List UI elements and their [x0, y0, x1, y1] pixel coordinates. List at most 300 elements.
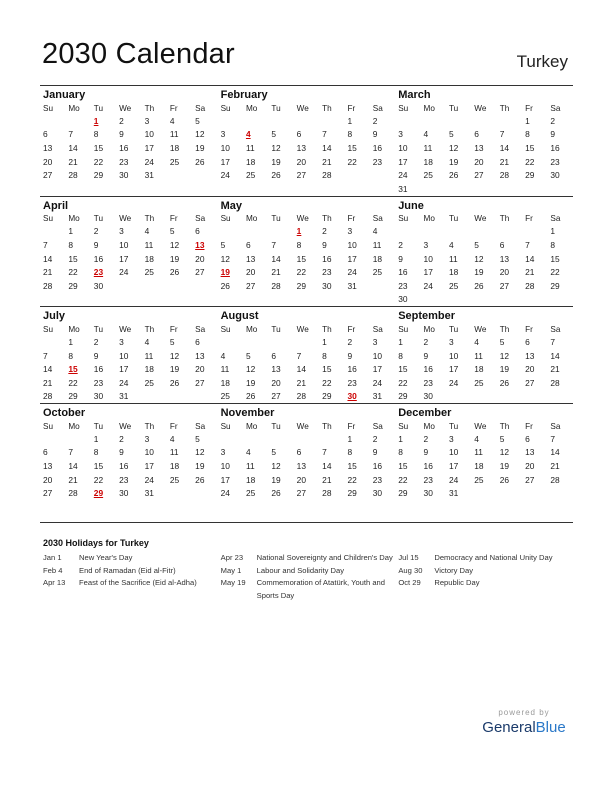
day-cell: 24 [144, 156, 154, 167]
day-cell: 28 [43, 391, 53, 402]
weekday-header: We [296, 324, 309, 334]
week-row [395, 293, 573, 307]
month-row [40, 196, 573, 307]
day-cell: 8 [93, 447, 99, 458]
day-cell: 14 [68, 142, 78, 153]
day-cell: 16 [93, 364, 104, 375]
day-cell: 18 [169, 142, 180, 153]
day-cell: 26 [499, 377, 510, 388]
day-cell: 18 [245, 474, 256, 485]
day-cell: 17 [423, 267, 433, 278]
month-june [395, 197, 573, 307]
day-cell: 20 [43, 474, 53, 485]
day-cell: 27 [195, 377, 205, 388]
empty-day-cell [40, 432, 65, 446]
day-cell: 26 [245, 391, 256, 402]
holiday-name: Labour and Solidarity Day [256, 565, 345, 575]
month-february [218, 86, 396, 196]
day-cell: 23 [322, 267, 332, 278]
day-cell: 18 [144, 253, 154, 264]
day-cell: 25 [245, 488, 256, 499]
day-cell: 12 [169, 239, 180, 250]
day-cell: 24 [220, 170, 230, 181]
day-cell: 1 [68, 226, 74, 237]
weekday-header: Sa [195, 421, 206, 431]
holiday-day-cell: 1 [93, 115, 99, 126]
holiday-date: Jan 1 [43, 553, 62, 562]
day-cell: 14 [296, 364, 306, 375]
day-cell: 24 [398, 170, 408, 181]
week-row [218, 390, 396, 404]
day-cell: 10 [398, 142, 408, 153]
holiday-day-cell: 19 [220, 267, 230, 278]
week-row [395, 279, 573, 293]
day-cell: 23 [119, 474, 129, 485]
day-cell: 2 [550, 115, 556, 126]
day-cell: 5 [195, 433, 200, 444]
day-cell: 25 [144, 377, 154, 388]
day-cell: 27 [43, 488, 53, 499]
weekday-header: We [296, 214, 309, 224]
day-cell: 31 [372, 391, 383, 402]
day-cell: 28 [499, 170, 510, 181]
week-row [40, 128, 218, 142]
weekday-header: Mo [423, 324, 435, 334]
day-cell: 18 [220, 377, 230, 388]
empty-day-cell [395, 114, 420, 128]
day-cell: 10 [119, 350, 129, 361]
holiday-date: Apr 13 [43, 578, 66, 587]
day-cell: 1 [525, 115, 530, 126]
holiday-date: May 1 [220, 565, 242, 575]
week-row [395, 376, 573, 390]
week-row [218, 238, 396, 252]
day-cell: 27 [296, 170, 306, 181]
day-cell: 29 [550, 280, 560, 291]
month-name: October [43, 407, 86, 420]
powered-by-text: powered by [498, 708, 550, 717]
day-cell: 8 [68, 350, 74, 361]
day-cell: 27 [245, 280, 256, 291]
day-cell: 12 [195, 129, 205, 140]
empty-day-cell [192, 390, 217, 404]
week-row [40, 225, 218, 239]
day-cell: 11 [474, 350, 483, 361]
day-cell: 10 [372, 350, 383, 361]
week-row [218, 114, 396, 128]
empty-day-cell [497, 114, 522, 128]
day-cell: 19 [195, 461, 205, 472]
empty-day-cell [40, 225, 65, 239]
day-cell: 7 [43, 239, 48, 250]
week-row [40, 155, 218, 169]
day-cell: 29 [296, 280, 306, 291]
page-title: 2030 Calendar [42, 38, 235, 70]
day-cell: 31 [448, 488, 459, 499]
empty-day-cell [497, 390, 522, 404]
weekday-header: Fr [525, 103, 533, 113]
weekday-header: We [119, 214, 132, 224]
day-cell: 18 [372, 253, 383, 264]
day-cell: 25 [144, 267, 154, 278]
empty-day-cell [522, 390, 547, 404]
day-cell: 31 [398, 183, 408, 194]
day-cell: 17 [119, 253, 129, 264]
day-cell: 7 [43, 350, 48, 361]
holiday-day-cell: 4 [245, 129, 251, 140]
day-cell: 25 [474, 474, 484, 485]
holiday-date: Aug 30 [398, 565, 423, 575]
day-cell: 2 [119, 433, 124, 444]
weekday-header: Mo [423, 421, 435, 431]
day-cell: 17 [220, 156, 230, 167]
day-cell: 3 [398, 129, 403, 140]
day-cell: 22 [550, 267, 560, 278]
empty-day-cell [446, 182, 471, 196]
day-cell: 18 [144, 364, 154, 375]
week-row [218, 335, 396, 349]
day-cell: 20 [43, 156, 53, 167]
weekday-header: Su [398, 103, 409, 113]
day-cell: 27 [195, 267, 205, 278]
day-cell: 25 [372, 267, 383, 278]
day-cell: 11 [448, 253, 458, 264]
day-cell: 28 [68, 488, 78, 499]
week-row [395, 473, 573, 487]
weekday-header: Th [144, 421, 155, 431]
day-cell: 8 [322, 350, 327, 361]
day-cell: 14 [525, 253, 535, 264]
month-table [40, 213, 218, 293]
day-cell: 11 [220, 364, 230, 375]
week-row [40, 446, 218, 460]
month-row [40, 85, 573, 196]
day-cell: 13 [43, 461, 53, 472]
holiday-name: End of Ramadan (Eid al-Fitr) [79, 565, 176, 575]
day-cell: 18 [448, 267, 459, 278]
day-cell: 8 [398, 447, 403, 458]
day-cell: 12 [271, 142, 281, 153]
day-cell: 26 [499, 474, 510, 485]
day-cell: 4 [144, 226, 150, 237]
holiday-item [218, 565, 396, 578]
day-cell: 3 [220, 447, 226, 458]
week-row [395, 349, 573, 363]
day-cell: 25 [169, 156, 180, 167]
holiday-date: May 19 [220, 578, 246, 587]
day-cell: 19 [245, 377, 256, 388]
month-september [395, 307, 573, 403]
day-cell: 28 [322, 488, 332, 499]
weekday-header: Su [398, 421, 409, 431]
day-cell: 29 [398, 391, 408, 402]
month-table [395, 323, 573, 403]
day-cell: 12 [220, 253, 230, 264]
empty-day-cell [471, 182, 496, 196]
week-row [218, 459, 396, 473]
day-cell: 31 [144, 170, 154, 181]
week-row [218, 349, 396, 363]
day-cell: 5 [271, 129, 277, 140]
weekday-header: Th [322, 214, 332, 224]
week-row [395, 459, 573, 473]
weekday-header: We [474, 214, 487, 224]
day-cell: 18 [474, 461, 484, 472]
day-cell: 29 [68, 391, 78, 402]
brand-general: General [482, 719, 536, 736]
day-cell: 3 [423, 239, 429, 250]
empty-day-cell [218, 335, 243, 349]
day-cell: 7 [296, 350, 302, 361]
empty-day-cell [547, 486, 572, 500]
day-cell: 12 [169, 350, 180, 361]
weekday-header: Fr [525, 214, 533, 224]
week-row [218, 432, 396, 446]
day-cell: 9 [119, 129, 124, 140]
empty-day-cell [497, 225, 522, 239]
month-table [40, 420, 218, 500]
weekday-header: Th [322, 421, 332, 431]
day-cell: 25 [169, 474, 180, 485]
month-name: May [220, 199, 242, 212]
day-cell: 23 [550, 156, 560, 167]
day-cell: 30 [398, 294, 408, 305]
day-cell: 19 [448, 156, 459, 167]
day-cell: 17 [144, 142, 154, 153]
day-cell: 9 [119, 447, 124, 458]
month-march [395, 86, 573, 196]
week-row [40, 265, 218, 279]
day-cell: 23 [372, 474, 383, 485]
day-cell: 19 [169, 253, 180, 264]
day-cell: 10 [448, 447, 459, 458]
day-cell: 16 [423, 364, 433, 375]
empty-day-cell [421, 182, 446, 196]
week-row [40, 390, 218, 404]
day-cell: 7 [68, 129, 74, 140]
weekday-header: Fr [347, 214, 356, 224]
month-name: April [43, 199, 69, 212]
day-cell: 10 [119, 239, 129, 250]
week-row [218, 168, 396, 182]
month-table [218, 323, 396, 403]
day-cell: 12 [474, 253, 484, 264]
day-cell: 26 [169, 267, 180, 278]
day-cell: 16 [93, 253, 104, 264]
day-cell: 10 [448, 350, 459, 361]
weekday-header: Th [499, 421, 510, 431]
holiday-day-cell: 30 [347, 391, 357, 402]
day-cell: 16 [347, 364, 357, 375]
empty-day-cell [294, 335, 319, 349]
day-cell: 20 [195, 253, 205, 264]
weekday-header: Fr [347, 103, 356, 113]
day-cell: 9 [322, 239, 327, 250]
holiday-date: Feb 4 [43, 565, 63, 575]
week-row [218, 486, 396, 500]
day-cell: 1 [93, 433, 99, 444]
empty-day-cell [421, 225, 446, 239]
day-cell: 2 [93, 226, 99, 237]
day-cell: 27 [525, 377, 535, 388]
month-name: January [43, 89, 86, 101]
day-cell: 30 [93, 391, 104, 402]
month-table [218, 102, 396, 182]
day-cell: 8 [398, 350, 403, 361]
day-cell: 21 [43, 267, 53, 278]
empty-day-cell [268, 432, 293, 446]
empty-day-cell [497, 182, 522, 196]
empty-day-cell [40, 335, 65, 349]
day-cell: 26 [169, 377, 180, 388]
day-cell: 11 [169, 129, 179, 140]
weekday-header: Su [220, 324, 231, 334]
day-cell: 26 [271, 170, 281, 181]
empty-day-cell [142, 279, 167, 293]
day-cell: 23 [372, 156, 383, 167]
day-cell: 18 [169, 461, 180, 472]
day-cell: 29 [93, 170, 104, 181]
day-cell: 22 [525, 156, 535, 167]
holiday-column [395, 552, 573, 602]
weekday-header: Tu [93, 421, 104, 431]
day-cell: 30 [550, 170, 560, 181]
holiday-item [40, 552, 218, 565]
month-name: June [398, 199, 424, 212]
day-cell: 3 [119, 226, 124, 237]
day-cell: 14 [43, 364, 53, 375]
week-row [395, 432, 573, 446]
calendar-grid [40, 85, 573, 500]
holiday-name: Victory Day [434, 565, 474, 575]
week-row [395, 265, 573, 279]
day-cell: 22 [93, 474, 104, 485]
day-cell: 27 [271, 391, 281, 402]
day-cell: 11 [423, 142, 433, 153]
brand-blue: Blue [535, 719, 566, 736]
weekday-header: Th [144, 214, 155, 224]
week-row [40, 252, 218, 266]
day-cell: 16 [119, 142, 129, 153]
day-cell: 14 [43, 253, 53, 264]
day-cell: 1 [347, 433, 353, 444]
holiday-day-cell: 1 [296, 226, 302, 237]
week-row [40, 459, 218, 473]
day-cell: 19 [474, 267, 484, 278]
day-cell: 28 [68, 170, 78, 181]
day-cell: 13 [525, 350, 535, 361]
day-cell: 2 [423, 336, 429, 347]
weekday-header: Tu [448, 324, 459, 334]
day-cell: 11 [144, 350, 154, 361]
empty-day-cell [319, 114, 344, 128]
month-table [40, 323, 218, 403]
week-row [40, 376, 218, 390]
day-cell: 7 [68, 447, 74, 458]
day-cell: 10 [144, 129, 154, 140]
day-cell: 5 [245, 350, 251, 361]
day-cell: 7 [550, 336, 556, 347]
weekday-header: Tu [271, 421, 281, 431]
empty-day-cell [471, 293, 496, 307]
day-cell: 3 [144, 433, 150, 444]
empty-day-cell [268, 225, 293, 239]
day-cell: 21 [525, 267, 535, 278]
weekday-header: Sa [550, 324, 561, 334]
day-cell: 15 [550, 253, 560, 264]
day-cell: 27 [43, 170, 53, 181]
week-row [40, 335, 218, 349]
weekday-header: Fr [525, 421, 533, 431]
holiday-day-cell: 29 [93, 488, 104, 499]
day-cell: 7 [499, 129, 505, 140]
weekday-header: Sa [550, 214, 561, 224]
day-cell: 11 [245, 142, 255, 153]
holiday-item [218, 577, 396, 602]
weekday-header: Fr [347, 324, 356, 334]
weekday-header: Mo [68, 421, 80, 431]
day-cell: 15 [93, 142, 104, 153]
day-cell: 28 [43, 280, 53, 291]
week-row [395, 225, 573, 239]
weekday-header: We [474, 421, 487, 431]
holiday-item [40, 577, 218, 590]
weekday-header: Tu [271, 214, 281, 224]
holiday-item [40, 565, 218, 578]
day-cell: 20 [296, 474, 306, 485]
weekday-header: Sa [550, 103, 561, 113]
empty-day-cell [294, 432, 319, 446]
day-cell: 2 [372, 433, 378, 444]
day-cell: 2 [93, 336, 99, 347]
empty-day-cell [471, 390, 496, 404]
day-cell: 27 [474, 170, 484, 181]
day-cell: 17 [448, 461, 459, 472]
day-cell: 14 [271, 253, 281, 264]
day-cell: 6 [43, 129, 48, 140]
day-cell: 16 [119, 461, 129, 472]
day-cell: 13 [245, 253, 256, 264]
empty-day-cell [167, 486, 192, 500]
day-cell: 5 [220, 239, 226, 250]
day-cell: 31 [347, 280, 357, 291]
weekday-header: We [296, 421, 309, 431]
day-cell: 23 [423, 474, 433, 485]
empty-day-cell [344, 168, 369, 182]
day-cell: 2 [372, 115, 378, 126]
day-cell: 15 [398, 461, 408, 472]
day-cell: 1 [347, 115, 353, 126]
month-may [218, 197, 396, 307]
day-cell: 8 [296, 239, 302, 250]
day-cell: 19 [271, 156, 281, 167]
day-cell: 4 [448, 239, 454, 250]
day-cell: 22 [93, 156, 104, 167]
day-cell: 22 [398, 474, 408, 485]
day-cell: 27 [525, 474, 535, 485]
day-cell: 16 [550, 142, 560, 153]
day-cell: 7 [550, 433, 556, 444]
month-august [218, 307, 396, 403]
month-row [40, 403, 573, 500]
weekday-header: Sa [195, 103, 206, 113]
weekday-header: Sa [372, 103, 383, 113]
holiday-name: Feast of the Sacrifice (Eid al-Adha) [79, 578, 197, 587]
day-cell: 9 [93, 350, 99, 361]
week-row [395, 155, 573, 169]
month-name: July [43, 310, 66, 323]
day-cell: 14 [550, 447, 560, 458]
